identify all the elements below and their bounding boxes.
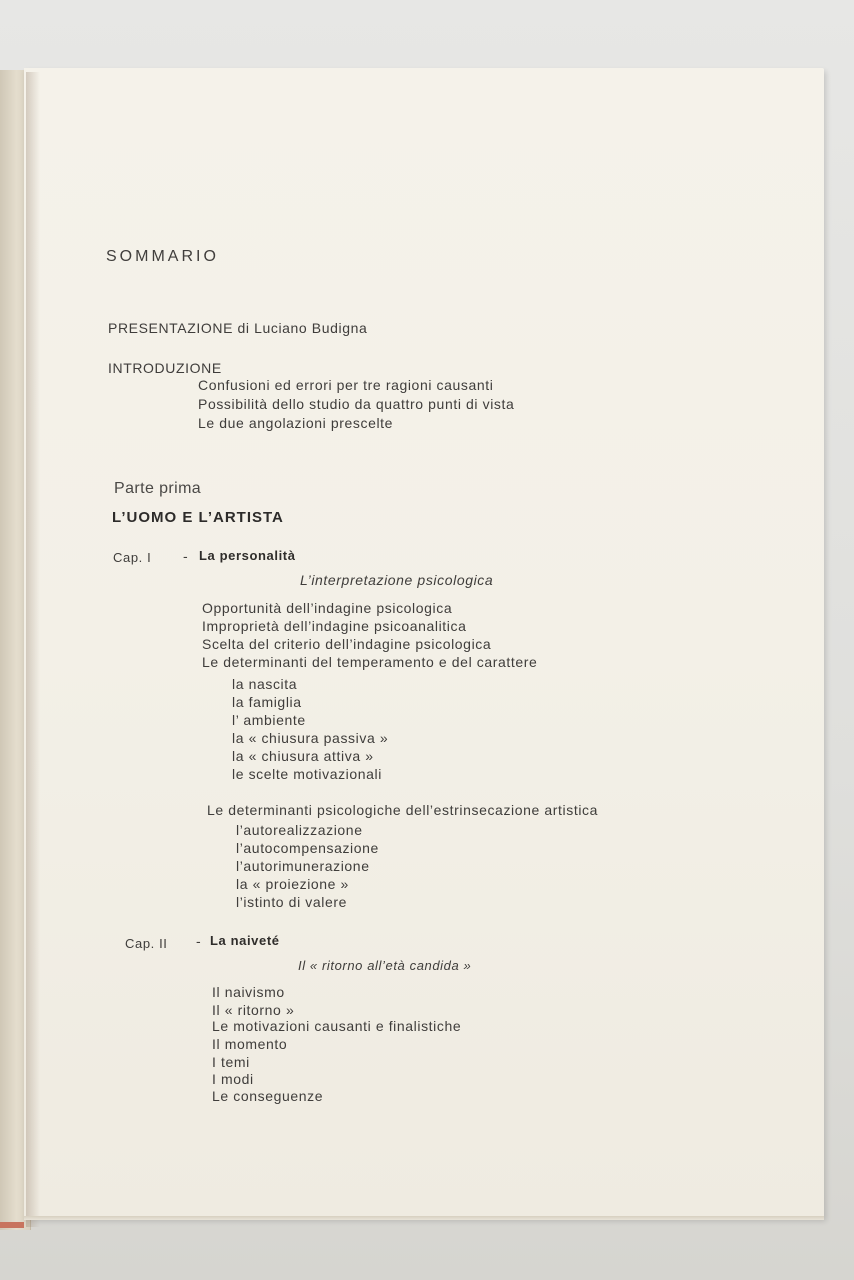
presentazione-entry: PRESENTAZIONE di Luciano Budigna [108,320,368,336]
chapter-item: Il momento [212,1036,288,1052]
chapter-item: Il « ritorno » [212,1002,295,1018]
section-item: l’autorimunerazione [236,858,370,874]
introduzione-item: Confusioni ed errori per tre ragioni causanti [198,377,494,393]
chapter-subitem: l’ ambiente [232,712,306,728]
chapter-subtitle: L’interpretazione psicologica [300,572,494,588]
part-label: Parte prima [114,480,202,497]
section-item: la « proiezione » [236,876,349,892]
chapter-item: Il naivismo [212,984,285,1000]
chapter-subtitle: Il « ritorno all’età candida » [298,958,472,973]
chapter-item: Le conseguenze [212,1088,324,1104]
chapter-subitem: la « chiusura passiva » [232,730,389,746]
chapter-subitem: la « chiusura attiva » [232,748,374,764]
introduzione-item: Possibilità dello studio da quattro punti di vista [198,396,515,412]
section-item: l’autocompensazione [236,840,379,856]
part-title: L’UOMO E L’ARTISTA [112,509,284,526]
cover-edge-mark [0,1222,24,1228]
chapter-number: Cap. II [125,936,168,951]
chapter-item: Le motivazioni causanti e finalistiche [212,1018,462,1034]
chapter-item: Le determinanti del temperamento e del carattere [202,654,538,670]
chapter-number: Cap. I [113,550,152,565]
chapter-item: I modi [212,1071,254,1087]
chapter-dash: - [196,933,202,949]
chapter-dash: - [183,548,189,564]
chapter-item: Improprietà dell’indagine psicoanalitica [202,618,467,634]
chapter-subitem: la nascita [232,676,298,692]
chapter-item: I temi [212,1054,250,1070]
introduzione-heading: INTRODUZIONE [108,360,222,376]
page-bottom-edge [24,1216,824,1220]
section-heading: Le determinanti psicologiche dell’estrinsecazione artistica [207,802,599,818]
spine-shadow [26,72,40,1227]
section-item: l’autorealizzazione [236,822,363,838]
introduzione-item: Le due angolazioni prescelte [198,415,394,431]
chapter-item: Scelta del criterio dell’indagine psicologica [202,636,492,652]
chapter-item: Opportunità dell’indagine psicologica [202,600,453,616]
page-title: SOMMARIO [106,248,219,265]
chapter-title: La personalità [199,548,296,563]
chapter-title: La naiveté [210,933,280,948]
chapter-subitem: le scelte motivazionali [232,766,382,782]
section-item: l’istinto di valere [236,894,347,910]
chapter-subitem: la famiglia [232,694,302,710]
